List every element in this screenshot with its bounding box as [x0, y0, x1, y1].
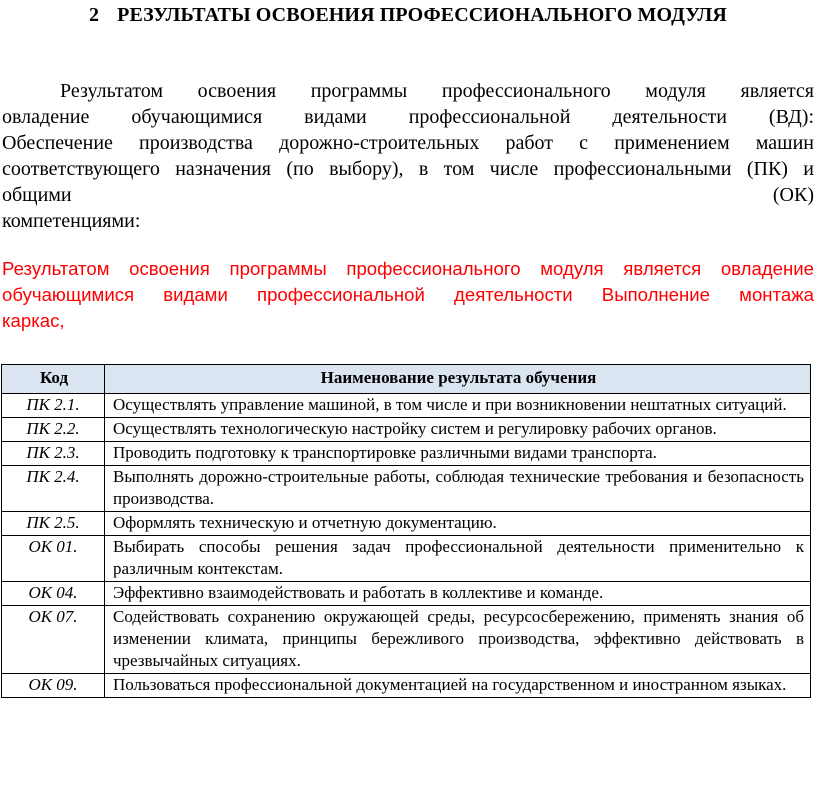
table-header-row: [2, 365, 811, 394]
intro-line-3: Обеспечение производства дорожно-строительных работ с применением машин: [2, 132, 814, 154]
header-result-name: Наименование результата обучения: [105, 365, 811, 394]
table-row: [2, 466, 811, 512]
section-number: 2: [89, 4, 100, 26]
table-row: [2, 418, 811, 442]
red-line-1: Результатом освоения программы профессионального модуля является овладение: [2, 258, 814, 279]
row-code: ПК 2.2.: [2, 418, 105, 442]
row-code: ПК 2.3.: [2, 442, 105, 466]
row-code: ПК 2.4.: [2, 466, 105, 512]
table-row: [2, 512, 811, 536]
table-row: [2, 394, 811, 418]
section-title: РЕЗУЛЬТАТЫ ОСВОЕНИЯ ПРОФЕССИОНАЛЬНОГО МОДУЛЯ: [117, 4, 727, 26]
table-row: [2, 536, 811, 582]
results-table: [1, 364, 811, 698]
row-code: ОК 04.: [2, 582, 105, 606]
intro-line-4: соответствующего назначения (по выбору), в том числе профессиональными (ПК) и: [2, 158, 814, 180]
table-row: [2, 606, 811, 674]
red-line-2: обучающимися видами профессиональной деятельности Выполнение монтажа: [2, 284, 814, 305]
row-text: Оформлять техническую и отчетную документацию.: [105, 512, 811, 536]
header-code: Код: [2, 365, 105, 394]
intro-line-1: Результатом освоения программы профессионального модуля является: [60, 80, 814, 102]
red-paragraph: [2, 256, 814, 334]
row-text: Выбирать способы решения задач профессиональной деятельности применительно к различным контекстам.: [105, 536, 811, 582]
row-code: ОК 09.: [2, 674, 105, 698]
row-text: Содействовать сохранению окружающей среды, ресурсосбережению, применять знания об изменении климата, принципы бережливого производства, эффективно действовать в чрезвычайных ситуациях.: [105, 606, 811, 674]
row-code: ОК 07.: [2, 606, 105, 674]
intro-paragraph: [2, 78, 814, 234]
row-text: Выполнять дорожно-строительные работы, соблюдая технические требования и безопасность производства.: [105, 466, 811, 512]
table-row: [2, 674, 811, 698]
red-line-3: каркас,: [2, 310, 65, 331]
intro-line-2: овладение обучающимися видами профессиональной деятельности (ВД):: [2, 106, 814, 128]
row-text: Пользоваться профессиональной документацией на государственном и иностранном языках.: [105, 674, 811, 698]
intro-line-6: компетенциями:: [2, 210, 141, 232]
row-text: Проводить подготовку к транспортировке различными видами транспорта.: [105, 442, 811, 466]
section-heading: [0, 4, 816, 27]
table-row: [2, 442, 811, 466]
row-text: Осуществлять управление машиной, в том числе и при возникновении нештатных ситуаций.: [105, 394, 811, 418]
row-code: ОК 01.: [2, 536, 105, 582]
row-code: ПК 2.5.: [2, 512, 105, 536]
row-text: Осуществлять технологическую настройку систем и регулировку рабочих органов.: [105, 418, 811, 442]
table-row: [2, 582, 811, 606]
row-code: ПК 2.1.: [2, 394, 105, 418]
row-text: Эффективно взаимодействовать и работать в коллективе и команде.: [105, 582, 811, 606]
intro-line-5: общими (ОК): [2, 184, 814, 206]
